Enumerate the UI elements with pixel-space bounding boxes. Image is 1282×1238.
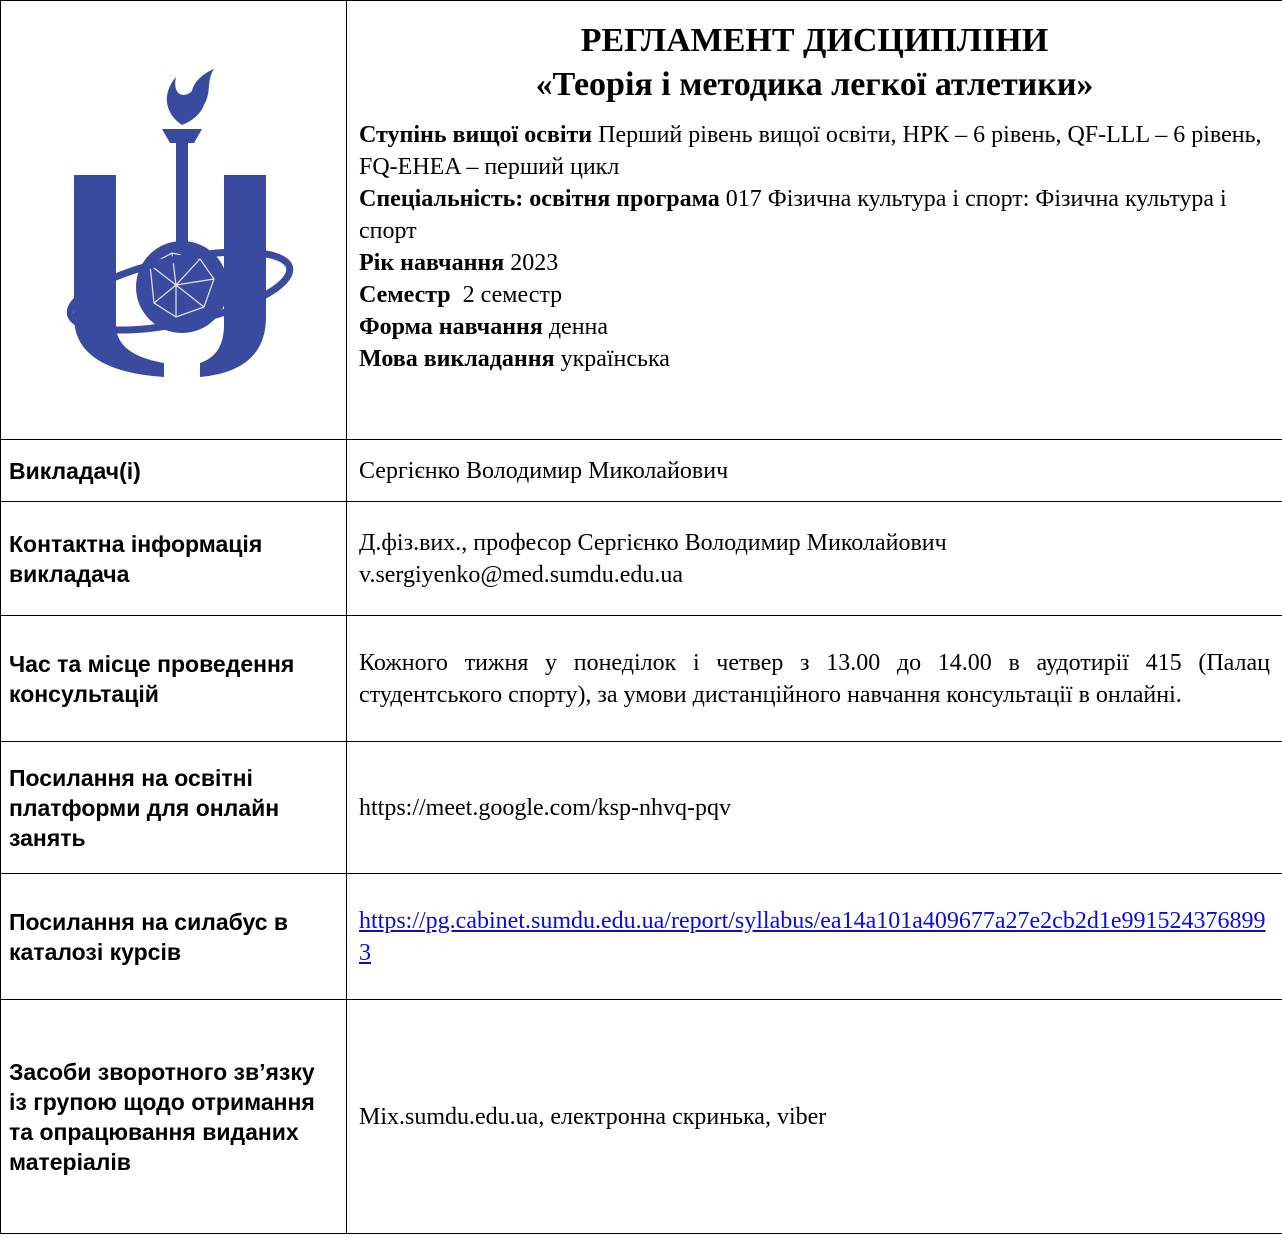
meta-study-form-value: денна — [548, 314, 609, 340]
meta-specialty — [359, 183, 1270, 247]
teacher-value: Сергієнко Володимир Миколайович — [347, 440, 1282, 502]
platform-label: Посилання на освітні платформи для онлайн занять — [1, 742, 347, 874]
meta-language — [359, 343, 1270, 375]
meta-language-value: українська — [560, 346, 670, 372]
logo-cell — [1, 1, 347, 440]
feedback-row — [1, 1000, 1282, 1234]
header-cell — [347, 1, 1282, 440]
consultation-label: Час та місце проведення консультацій — [1, 616, 347, 742]
meta-semester-value: 2 семестр — [462, 282, 563, 308]
teacher-row — [1, 440, 1282, 502]
meta-study-form-label: Форма навчання — [359, 314, 543, 340]
header-row — [1, 1, 1282, 440]
consultation-row — [1, 616, 1282, 742]
contact-label: Контактна інформація викладача — [1, 502, 347, 616]
platform-value: https://meet.google.com/ksp-nhvq-pqv — [347, 742, 1282, 874]
meta-specialty-value: 017 Фізична культура і спорт: Фізична культура і спорт — [359, 186, 1227, 244]
feedback-value: Mix.sumdu.edu.ua, електронна скринька, viber — [347, 1000, 1282, 1234]
university-logo-icon — [54, 55, 294, 385]
meta-year-label: Рік навчання — [359, 250, 505, 276]
document-title — [359, 19, 1270, 107]
meta-year — [359, 247, 1270, 279]
contact-row — [1, 502, 1282, 616]
meta-degree — [359, 119, 1270, 183]
syllabus-value-cell — [347, 874, 1282, 1000]
meta-semester — [359, 279, 1270, 311]
consultation-value: Кожного тижня у понеділок і четвер з 13.00 до 14.00 в аудотирії 415 (Палац студентського спорту), за умови дистанційного навчання консультації в онлайні. — [347, 616, 1282, 742]
meta-language-label: Мова викладання — [359, 346, 555, 372]
meta-degree-label: Ступінь вищої освіти — [359, 122, 593, 148]
contact-value: Д.фіз.вих., професор Сергієнко Володимир Миколайович v.sergiyenko@med.sumdu.edu.ua — [347, 502, 1282, 616]
feedback-label: Засоби зворотного зв’язку із групою щодо отримання та опрацювання виданих матеріалів — [1, 1000, 347, 1234]
metadata-block — [359, 119, 1270, 375]
teacher-label: Викладач(і) — [1, 440, 347, 502]
syllabus-link[interactable]: https://pg.cabinet.sumdu.edu.ua/report/syllabus/ea14a101a409677a27e2cb2d1e9915243768993 — [359, 907, 1266, 966]
meta-degree-value: Перший рівень вищої освіти, НРК – 6 рівень, QF-LLL – 6 рівень, FQ-EHEA – перший цикл — [359, 122, 1262, 180]
meta-specialty-label: Спеціальність: освітня програма — [359, 186, 720, 212]
title-line-1: РЕГЛАМЕНТ ДИСЦИПЛІНИ — [580, 22, 1049, 59]
title-line-2: «Теорія і методика легкої атлетики» — [535, 66, 1094, 103]
syllabus-row — [1, 874, 1282, 1000]
syllabus-label: Посилання на силабус в каталозі курсів — [1, 874, 347, 1000]
meta-study-form — [359, 311, 1270, 343]
platform-row — [1, 742, 1282, 874]
meta-semester-label: Семестр — [359, 282, 451, 308]
meta-year-value: 2023 — [510, 250, 559, 276]
